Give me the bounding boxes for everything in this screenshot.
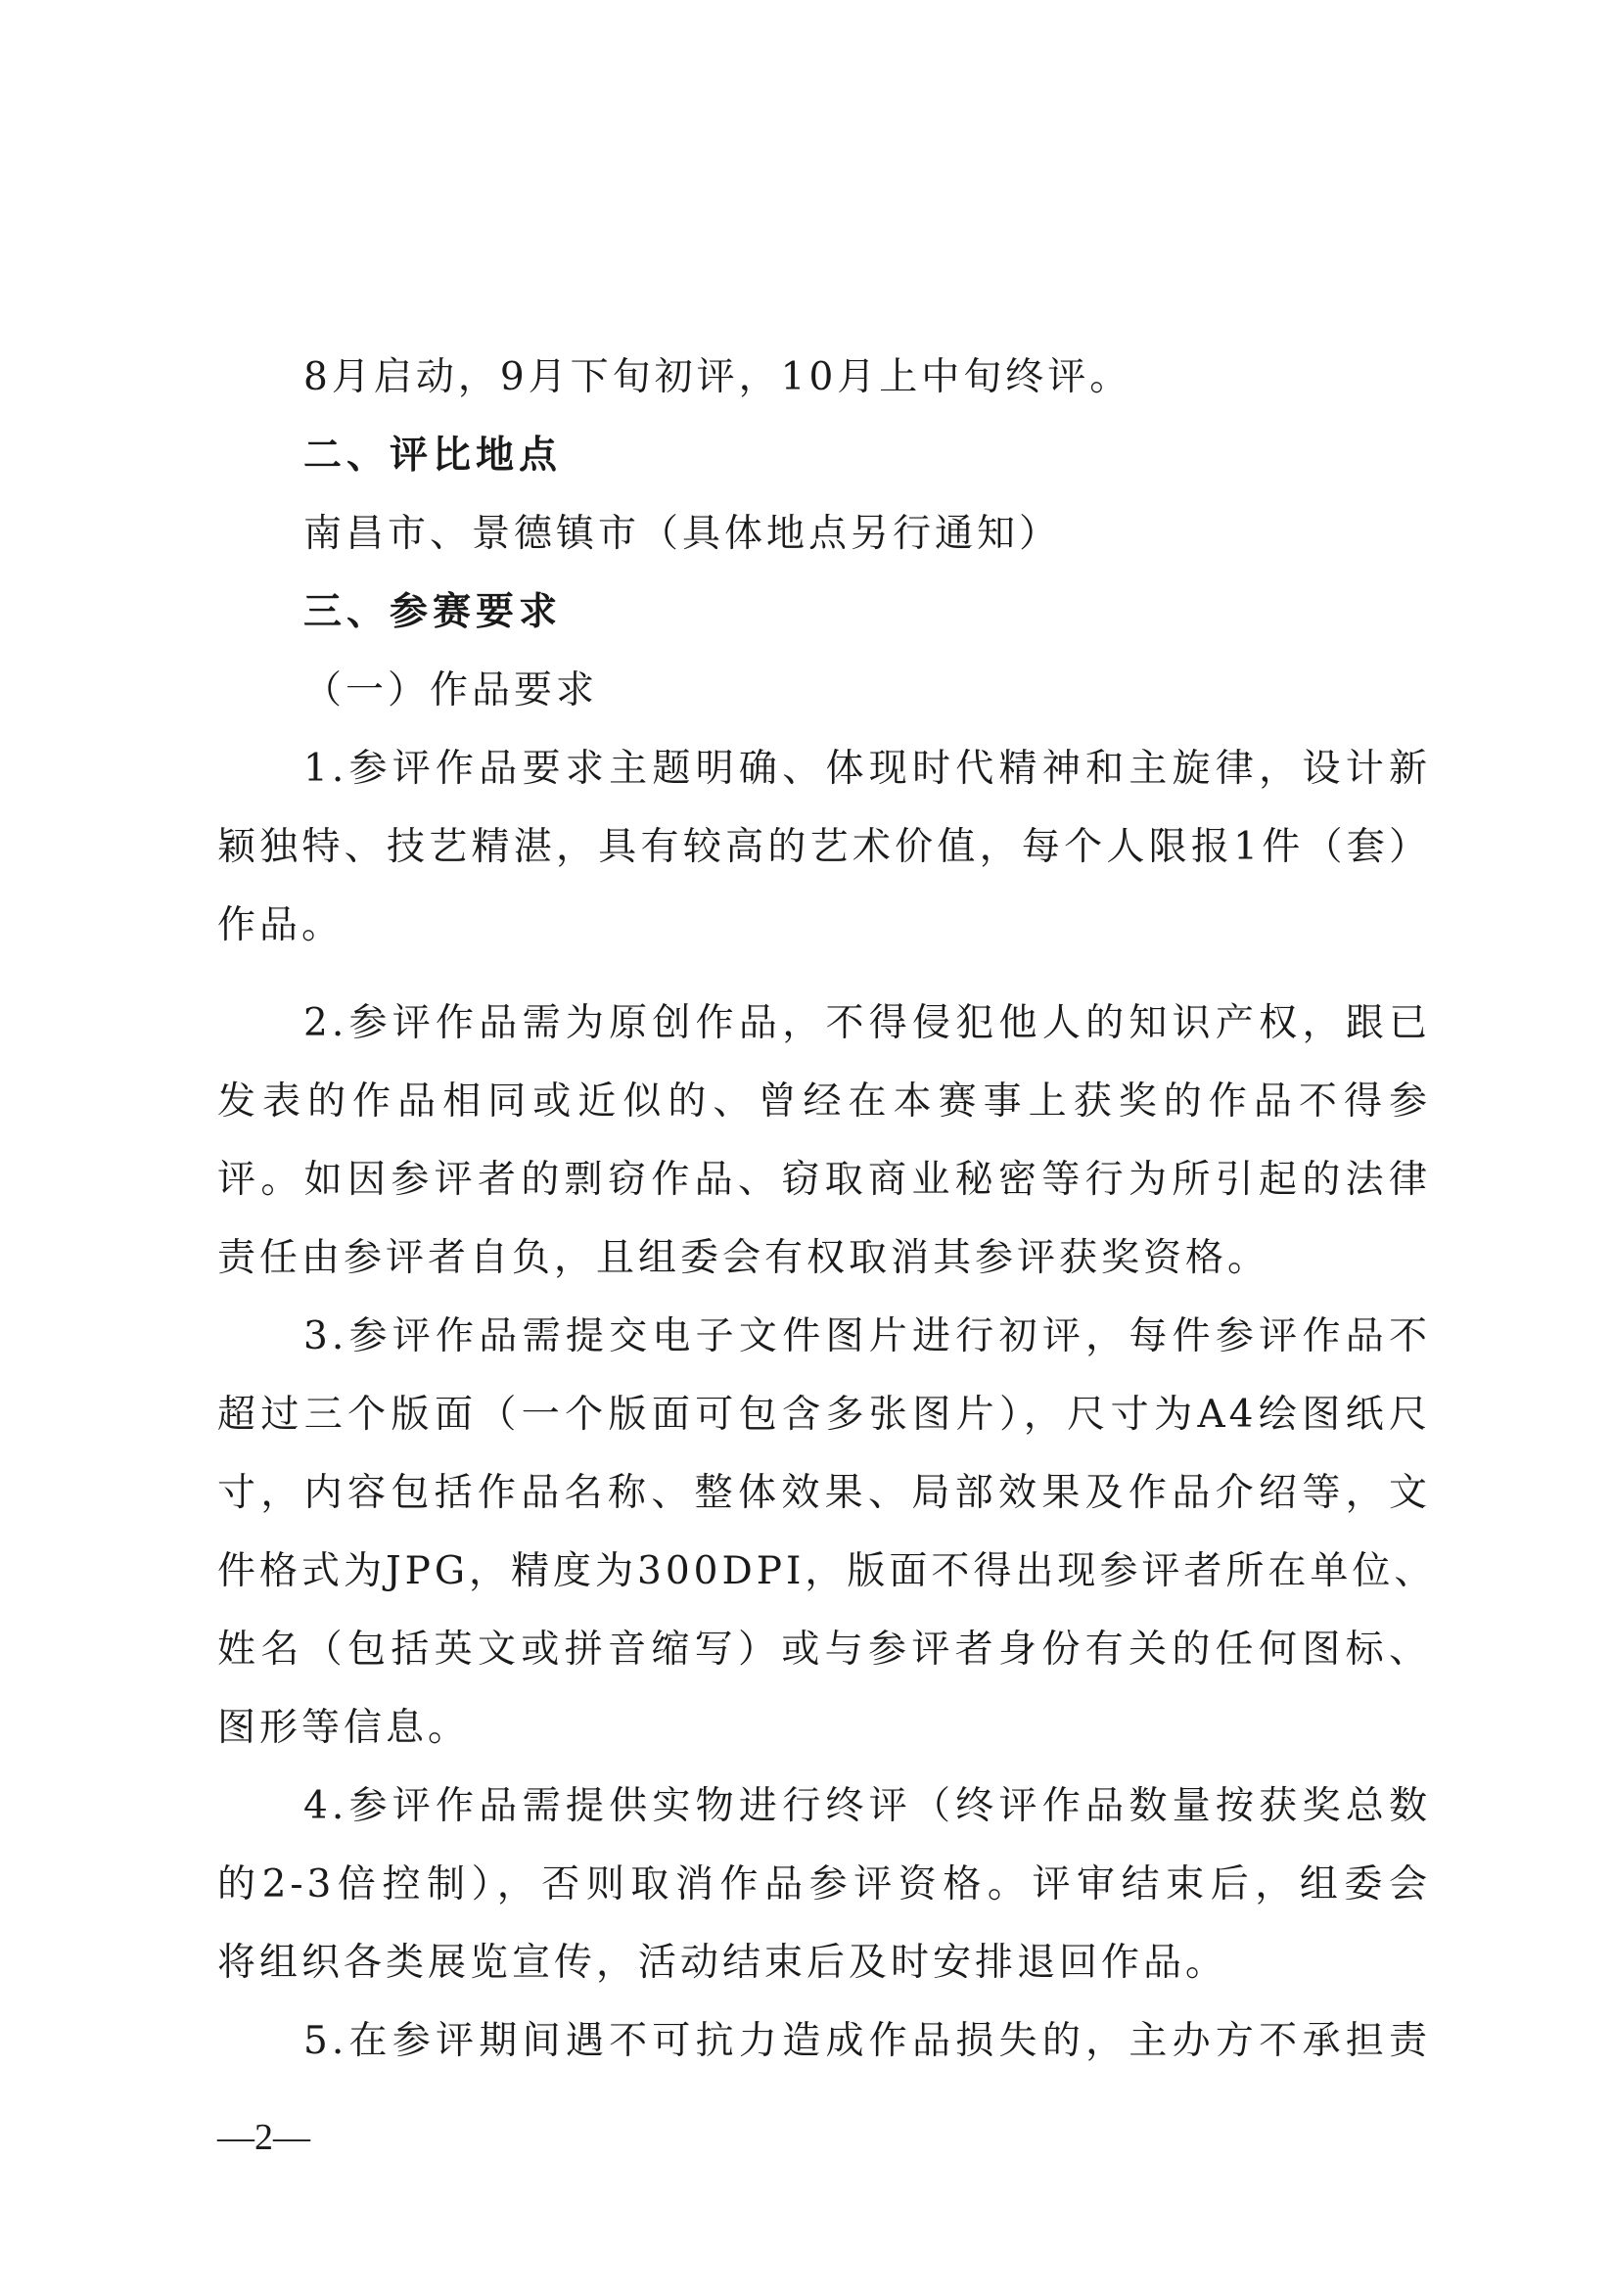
paragraph-1-line-2: 颖独特、技艺精湛，具有较高的艺术价值，每个人限报1件（套） — [217, 825, 1431, 869]
schedule-line: 8月启动，9月下旬初评，10月上中旬终评。 — [303, 355, 1132, 399]
paragraph-3-line-4: 件格式为JPG，精度为300DPI，版面不得出现参评者所在单位、 — [217, 1549, 1437, 1593]
paragraph-3-line-3: 寸，内容包括作品名称、整体效果、局部效果及作品介绍等，文 — [217, 1471, 1431, 1515]
paragraph-3-line-6: 图形等信息。 — [217, 1706, 471, 1750]
paragraph-2-line-4: 责任由参评者自负，且组委会有权取消其参评获奖资格。 — [217, 1236, 1270, 1280]
paragraph-2-line-2: 发表的作品相同或近似的、曾经在本赛事上获奖的作品不得参 — [217, 1079, 1431, 1124]
paragraph-4-line-1: 4.参评作品需提供实物进行终评（终评作品数量按获奖总数 — [303, 1784, 1431, 1828]
paragraph-4-line-2: 的2-3倍控制），否则取消作品参评资格。评审结束后，组委会 — [217, 1862, 1431, 1906]
paragraph-4-line-3: 将组织各类展览宣传，活动结束后及时安排退回作品。 — [217, 1941, 1228, 1985]
paragraph-5-line-1: 5.在参评期间遇不可抗力造成作品损失的，主办方不承担责 — [303, 2019, 1431, 2063]
page-number: —2— — [217, 2117, 310, 2158]
paragraph-3-line-1: 3.参评作品需提交电子文件图片进行初评，每件参评作品不 — [303, 1314, 1431, 1358]
venue-text: 南昌市、景德镇市（具体地点另行通知） — [303, 512, 1062, 556]
paragraph-2-line-3: 评。如因参评者的剽窃作品、窃取商业秘密等行为所引起的法律 — [217, 1158, 1431, 1202]
paragraph-3-line-2: 超过三个版面（一个版面可包含多张图片），尺寸为A4绘图纸尺 — [217, 1393, 1431, 1437]
paragraph-1-line-3: 作品。 — [217, 903, 345, 947]
section-heading-venue: 二、评比地点 — [303, 434, 563, 478]
paragraph-2-line-1: 2.参评作品需为原创作品，不得侵犯他人的知识产权，跟已 — [303, 1001, 1431, 1045]
paragraph-3-line-5: 姓名（包括英文或拼音缩写）或与参评者身份有关的任何图标、 — [217, 1628, 1431, 1672]
subsection-heading-works: （一）作品要求 — [303, 668, 599, 712]
section-heading-requirements: 三、参赛要求 — [303, 590, 563, 634]
paragraph-1-line-1: 1.参评作品要求主题明确、体现时代精神和主旋律，设计新 — [303, 747, 1431, 791]
